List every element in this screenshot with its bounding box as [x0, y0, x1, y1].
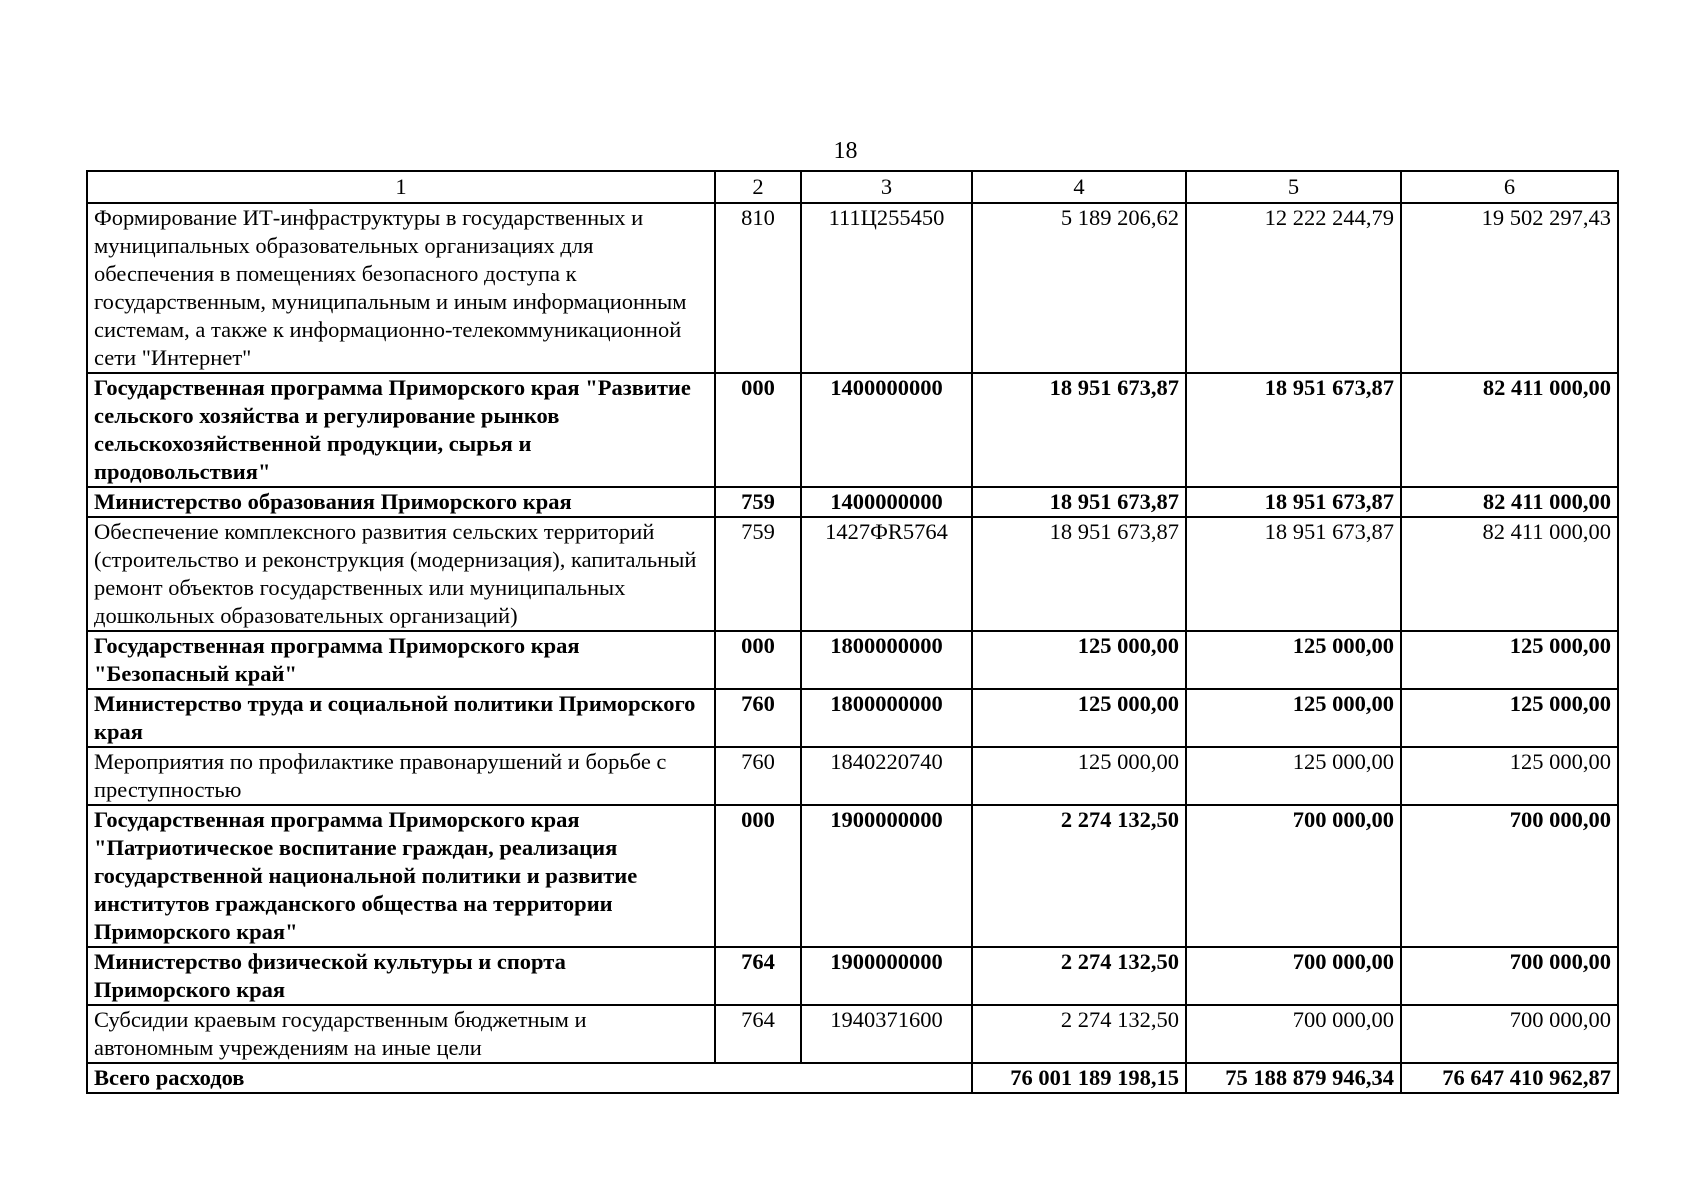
total-label: Всего расходов	[87, 1063, 972, 1093]
row-value-col-6: 125 000,00	[1401, 747, 1618, 805]
row-value-col-4: 2 274 132,50	[972, 805, 1186, 947]
row-value-col-5: 700 000,00	[1186, 1005, 1401, 1063]
row-value-col-5: 18 951 673,87	[1186, 373, 1401, 487]
row-target: 1900000000	[801, 805, 972, 947]
row-value-col-5: 700 000,00	[1186, 805, 1401, 947]
row-value-col-6: 700 000,00	[1401, 947, 1618, 1005]
row-name: Министерство труда и социальной политики Приморского края	[87, 689, 715, 747]
row-code: 759	[715, 517, 801, 631]
row-value-col-6: 82 411 000,00	[1401, 373, 1618, 487]
row-value-col-4: 5 189 206,62	[972, 203, 1186, 373]
row-code: 810	[715, 203, 801, 373]
row-value-col-5: 125 000,00	[1186, 689, 1401, 747]
row-value-col-6: 82 411 000,00	[1401, 517, 1618, 631]
row-target: 1800000000	[801, 689, 972, 747]
row-code: 764	[715, 1005, 801, 1063]
header-col-4: 4	[972, 171, 1186, 203]
table-row	[87, 689, 1618, 747]
row-value-col-6: 125 000,00	[1401, 631, 1618, 689]
row-name: Формирование ИТ-инфраструктуры в государственных и муниципальных образовательных организациях для обеспечения в помещениях безопасного доступа к государственным, муниципальным и иным информационным системам, а также к информационно-телекоммуникационной сети "Интернет"	[87, 203, 715, 373]
row-value-col-6: 125 000,00	[1401, 689, 1618, 747]
table-row	[87, 487, 1618, 517]
row-value-col-4: 18 951 673,87	[972, 373, 1186, 487]
row-value-col-5: 18 951 673,87	[1186, 517, 1401, 631]
row-value-col-4: 125 000,00	[972, 631, 1186, 689]
row-name: Министерство физической культуры и спорта Приморского края	[87, 947, 715, 1005]
total-value-col-4: 76 001 189 198,15	[972, 1063, 1186, 1093]
row-code: 760	[715, 689, 801, 747]
row-value-col-4: 18 951 673,87	[972, 517, 1186, 631]
row-value-col-4: 125 000,00	[972, 689, 1186, 747]
table-row	[87, 1005, 1618, 1063]
table-row	[87, 203, 1618, 373]
row-name: Государственная программа Приморского края "Патриотическое воспитание граждан, реализация государственной национальной политики и развитие институтов гражданского общества на территории Приморского края"	[87, 805, 715, 947]
row-value-col-4: 2 274 132,50	[972, 947, 1186, 1005]
row-value-col-6: 700 000,00	[1401, 805, 1618, 947]
row-name: Государственная программа Приморского края "Развитие сельского хозяйства и регулирование рынков сельскохозяйственной продукции, сырья и продовольствия"	[87, 373, 715, 487]
row-target: 1400000000	[801, 487, 972, 517]
table-row	[87, 631, 1618, 689]
row-code: 764	[715, 947, 801, 1005]
table-row	[87, 747, 1618, 805]
header-col-2: 2	[715, 171, 801, 203]
row-name: Государственная программа Приморского края "Безопасный край"	[87, 631, 715, 689]
row-name: Обеспечение комплексного развития сельских территорий (строительство и реконструкция (модернизация), капитальный ремонт объектов государственных или муниципальных дошкольных образовательных организаций)	[87, 517, 715, 631]
header-col-5: 5	[1186, 171, 1401, 203]
table-row	[87, 373, 1618, 487]
row-value-col-6: 700 000,00	[1401, 1005, 1618, 1063]
page-number: 18	[833, 138, 858, 164]
row-value-col-5: 18 951 673,87	[1186, 487, 1401, 517]
row-target: 1940371600	[801, 1005, 972, 1063]
table-row	[87, 517, 1618, 631]
table-row	[87, 805, 1618, 947]
header-col-6: 6	[1401, 171, 1618, 203]
total-value-col-5: 75 188 879 946,34	[1186, 1063, 1401, 1093]
header-col-3: 3	[801, 171, 972, 203]
row-value-col-5: 700 000,00	[1186, 947, 1401, 1005]
total-row	[87, 1063, 1618, 1093]
row-code: 000	[715, 373, 801, 487]
row-value-col-5: 12 222 244,79	[1186, 203, 1401, 373]
row-value-col-6: 82 411 000,00	[1401, 487, 1618, 517]
row-target: 1800000000	[801, 631, 972, 689]
header-row	[87, 171, 1618, 203]
row-value-col-6: 19 502 297,43	[1401, 203, 1618, 373]
row-target: 1400000000	[801, 373, 972, 487]
row-target: 1840220740	[801, 747, 972, 805]
row-target: 111Ц255450	[801, 203, 972, 373]
row-code: 000	[715, 631, 801, 689]
row-value-col-4: 125 000,00	[972, 747, 1186, 805]
total-value-col-6: 76 647 410 962,87	[1401, 1063, 1618, 1093]
row-code: 760	[715, 747, 801, 805]
row-target: 1900000000	[801, 947, 972, 1005]
budget-table	[86, 170, 1619, 1094]
table-row	[87, 947, 1618, 1005]
row-value-col-5: 125 000,00	[1186, 631, 1401, 689]
row-name: Министерство образования Приморского края	[87, 487, 715, 517]
row-value-col-5: 125 000,00	[1186, 747, 1401, 805]
row-value-col-4: 2 274 132,50	[972, 1005, 1186, 1063]
table-body	[87, 203, 1618, 1063]
row-name: Мероприятия по профилактике правонарушений и борьбе с преступностью	[87, 747, 715, 805]
header-col-1: 1	[87, 171, 715, 203]
row-name: Субсидии краевым государственным бюджетным и автономным учреждениям на иные цели	[87, 1005, 715, 1063]
row-value-col-4: 18 951 673,87	[972, 487, 1186, 517]
row-code: 759	[715, 487, 801, 517]
row-target: 1427ФR5764	[801, 517, 972, 631]
row-code: 000	[715, 805, 801, 947]
